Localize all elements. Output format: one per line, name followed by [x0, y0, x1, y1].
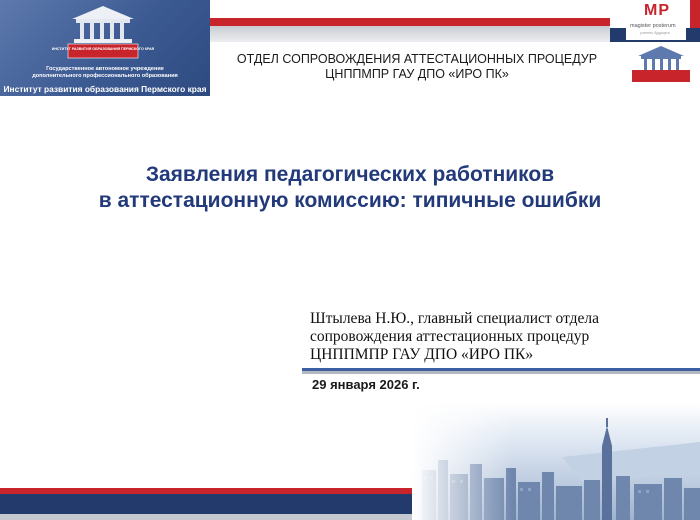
top-red-stripe — [210, 18, 610, 26]
institute-logo-block — [0, 0, 210, 96]
mp-logo-letters: MP — [644, 2, 670, 19]
author-line1: Штылева Н.Ю., главный специалист отдела — [310, 310, 600, 327]
slide-title-line2: в аттестационную комиссию: типичные ошибки — [98, 189, 602, 212]
logo-institute-name: Институт развития образования Пермского края — [3, 84, 207, 94]
emblem-caption: ИНСТИТУТ РАЗВИТИЯ ОБРАЗОВАНИЯ ПЕРМСКОГО КРАЯ — [51, 47, 155, 51]
logo-subtitle-line2: дополнительного профессионального образования — [32, 72, 178, 79]
bottom-navy-stripe — [0, 494, 420, 514]
author-block — [310, 310, 640, 364]
city-skyline-image — [412, 402, 700, 520]
department-line2: ЦНППМПР ГАУ ДПО «ИРО ПК» — [325, 67, 509, 81]
author-line2: сопровождения аттестационных процедур — [310, 328, 590, 345]
building-emblem-icon — [51, 3, 155, 63]
logo-subtitle — [4, 66, 206, 79]
top-right-red-stripe — [690, 0, 700, 28]
institute-emblem-icon — [628, 44, 694, 84]
department-header — [212, 52, 622, 82]
author-line3: ЦНППМПР ГАУ ДПО «ИРО ПК» — [310, 346, 534, 363]
author-divider-gray — [302, 371, 700, 374]
department-line1: ОТДЕЛ СОПРОВОЖДЕНИЯ АТТЕСТАЦИОННЫХ ПРОЦЕДУР — [236, 52, 598, 66]
logo-subtitle-line1: Государственное автономное учреждение — [46, 66, 164, 72]
mp-logo-caption2: учитель будущего — [640, 31, 670, 35]
top-gray-stripe — [210, 26, 610, 42]
mp-logo-caption: magister posterum — [630, 23, 676, 29]
slide-title-line1: Заявления педагогических работников — [145, 163, 555, 186]
bottom-gray-stripe — [0, 514, 420, 520]
presentation-date: 29 января 2026 г. — [312, 377, 420, 392]
slide-title — [30, 162, 670, 214]
